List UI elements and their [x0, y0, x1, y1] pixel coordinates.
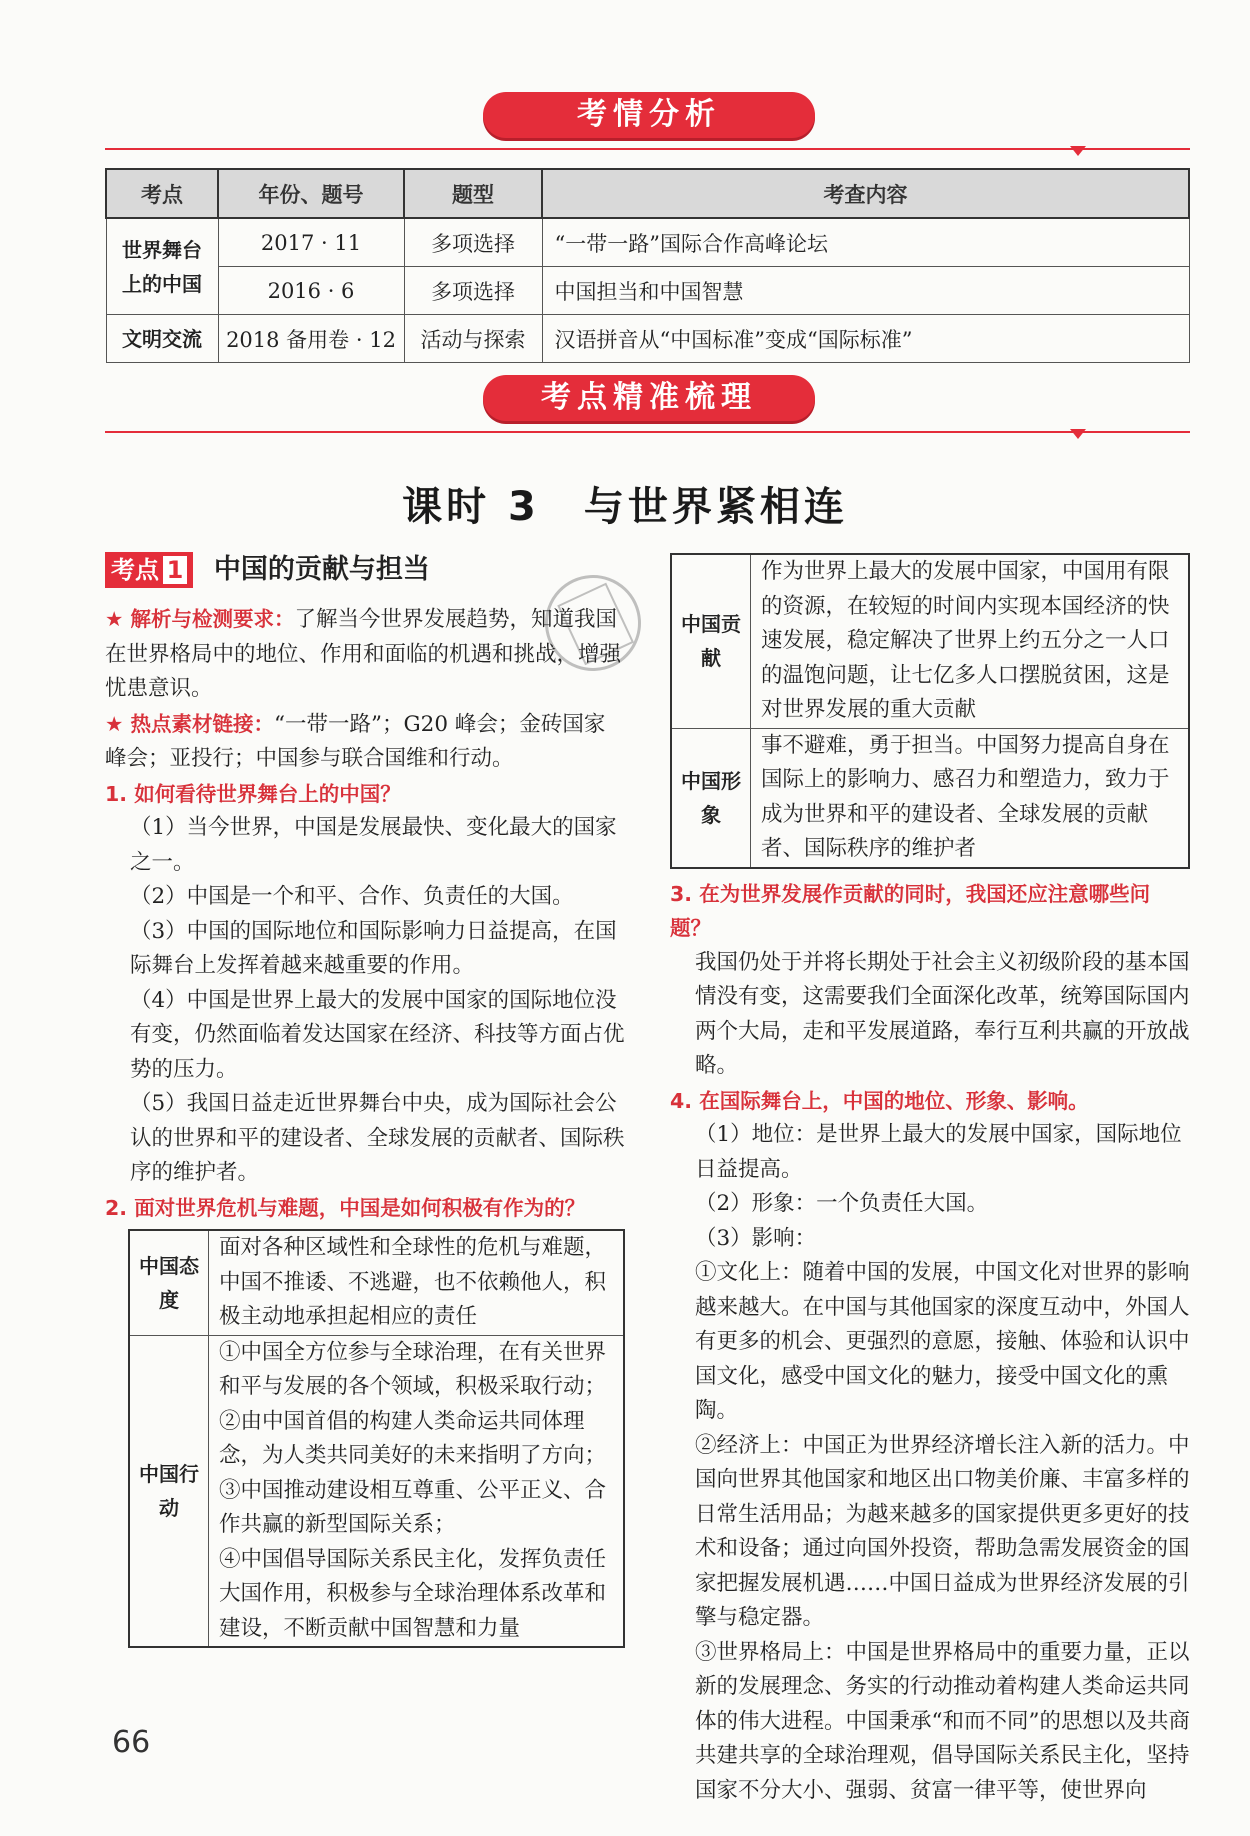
question-3-title: 3. 在为世界发展作贡献的同时，我国还应注意哪些问题？	[670, 881, 1151, 940]
analysis-banner-label: 考情分析	[483, 92, 815, 138]
review-banner-label: 考点精准梳理	[483, 375, 815, 421]
point-cell: 世界舞台 上的中国	[106, 218, 218, 315]
type-cell: 多项选择	[404, 218, 542, 267]
requirement-text: ★ 解析与检测要求：了解当今世界发展趋势，知道我国在世界格局中的地位、作用和面临的机遇和挑战，增强忧患意识。	[105, 607, 622, 701]
content-cell: 汉语拼音从“中国标准”变成“国际标准”	[542, 315, 1189, 363]
attitude-text: 面对各种区域性和全球性的危机与难题，中国不推诿、不逃避，也不依赖他人，积极主动地承担起相应的责任	[209, 1230, 625, 1335]
hot-topic-text: ★ 热点素材链接：“一带一路”；G20 峰会；金砖国家峰会；亚投行；中国参与联合国维和行动。	[105, 711, 606, 771]
divider-tick	[1070, 146, 1086, 156]
question-1-title: 1. 如何看待世界舞台上的中国？	[105, 781, 401, 806]
header-type: 题型	[404, 169, 542, 218]
type-cell: 多项选择	[404, 267, 542, 315]
header-point: 考点	[106, 169, 218, 218]
right-column	[670, 553, 1190, 1808]
contribution-text: 作为世界上最大的发展中国家，中国用有限的资源，在较短的时间内实现本国经济的快速发展，稳定解决了世界上约五分之一人口的温饱问题，让七亿多人口摆脱贫困，这是对世界发展的重大贡献	[751, 554, 1190, 728]
list-item: ④中国倡导国际关系民主化，发挥负责任大国作用，积极参与全球治理体系改革和建设，不断贡献中国智慧和力量	[219, 1546, 607, 1641]
table-row	[106, 218, 1189, 267]
content-cell: “一带一路”国际合作高峰论坛	[542, 218, 1189, 267]
lesson-title: 课时 3 与世界紧相连	[402, 484, 848, 530]
image-label: 中国形象	[671, 728, 751, 868]
answer-text: 我国仍处于并将长期处于社会主义初级阶段的基本国情没有变，这需要我们全面深化改革，统筹国际国内两个大局，走和平发展道路，奉行互利共赢的开放战略。	[695, 949, 1190, 1078]
table-row	[106, 267, 1189, 315]
page-number: 66	[112, 1725, 151, 1760]
list-item: （4）中国是世界上最大的发展中国家的国际地位没有变，仍然面临着发达国家在经济、科技等方面占优势的压力。	[130, 987, 625, 1082]
table-row	[671, 554, 1189, 728]
list-item: （1）当今世界，中国是发展最快、变化最大的国家之一。	[130, 815, 617, 875]
kaodian-heading	[105, 552, 625, 598]
contribution-label: 中国贡献	[671, 554, 751, 728]
content-cell: 中国担当和中国智慧	[542, 267, 1189, 315]
action-label: 中国行动	[129, 1335, 209, 1647]
action-table	[128, 1229, 625, 1648]
list-item: （5）我国日益走近世界舞台中央，成为国际社会公认的世界和平的建设者、全球发展的贡献者、国际秩序的维护者。	[130, 1091, 625, 1185]
question-2-title: 2. 面对世界危机与难题，中国是如何积极有作为的？	[105, 1195, 586, 1220]
attitude-label: 中国态度	[129, 1230, 209, 1335]
year-cell: 2017 · 11	[218, 218, 404, 267]
table-row	[671, 728, 1189, 868]
question-4-title: 4. 在国际舞台上，中国的地位、形象、影响。	[670, 1088, 1089, 1113]
list-item: （3）影响：	[695, 1225, 817, 1251]
list-item: ①中国全方位参与全球治理，在有关世界和平与发展的各个领域，积极采取行动；	[219, 1339, 607, 1399]
review-banner	[105, 375, 1190, 447]
list-item: （2）中国是一个和平、合作、负责任的大国。	[130, 884, 574, 909]
list-item: ③世界格局上：中国是世界格局中的重要力量，正以新的发展理念、务实的行动推动着构建人类命运共同体的伟大进程。中国秉承“和而不同”的思想以及共商共建共享的全球治理观，倡导国际关系民主化，坚持国家不分大小、强弱、贫富一律平等，使世界向	[695, 1639, 1190, 1803]
list-item: （1）地位：是世界上最大的发展中国家，国际地位日益提高。	[695, 1122, 1182, 1182]
list-item: ①文化上：随着中国的发展，中国文化对世界的影响越来越大。在中国与其他国家的深度互动中，外国人有更多的机会、更强烈的意愿，接触、体验和认识中国文化，感受中国文化的魅力，接受中国文化的熏陶。	[695, 1260, 1190, 1423]
table-row	[129, 1335, 624, 1647]
exam-table	[105, 168, 1190, 363]
kaodian-tag: 考点 1	[105, 552, 193, 588]
table-row	[106, 315, 1189, 363]
action-list	[209, 1335, 625, 1647]
header-content: 考查内容	[542, 169, 1189, 218]
list-item: ②经济上：中国正为世界经济增长注入新的活力。中国向世界其他国家和地区出口物美价廉、丰富多样的日常生活用品；为越来越多的国家提供更多更好的技术和设备；通过向国外投资，帮助急需发展资金的国家把握发展机遇……中国日益成为世界经济发展的引擎与稳定器。	[695, 1432, 1190, 1630]
year-cell: 2018 备用卷 · 12	[218, 315, 404, 363]
exam-table-header	[106, 169, 1189, 218]
list-item: （3）中国的国际地位和国际影响力日益提高，在国际舞台上发挥着越来越重要的作用。	[130, 918, 617, 978]
list-item: （2）形象：一个负责任大国。	[695, 1191, 989, 1216]
analysis-banner	[105, 92, 1190, 164]
divider-tick	[1070, 429, 1086, 439]
divider	[105, 148, 1190, 150]
table-row	[129, 1230, 624, 1335]
left-column	[105, 552, 625, 1648]
list-item: ②由中国首倡的构建人类命运共同体理念，为人类共同美好的未来指明了方向；	[219, 1408, 607, 1468]
contribution-table	[670, 553, 1190, 869]
header-year: 年份、题号	[218, 169, 404, 218]
kaodian-title: 中国的贡献与担当	[213, 553, 430, 585]
type-cell: 活动与探索	[404, 315, 542, 363]
year-cell: 2016 · 6	[218, 267, 404, 315]
divider	[105, 431, 1190, 433]
list-item: ③中国推动建设相互尊重、公平正义、合作共赢的新型国际关系；	[219, 1477, 607, 1537]
point-cell: 文明交流	[106, 315, 218, 363]
image-text: 事不避难，勇于担当。中国努力提高自身在国际上的影响力、感召力和塑造力，致力于成为世界和平的建设者、全球发展的贡献者、国际秩序的维护者	[751, 728, 1190, 868]
